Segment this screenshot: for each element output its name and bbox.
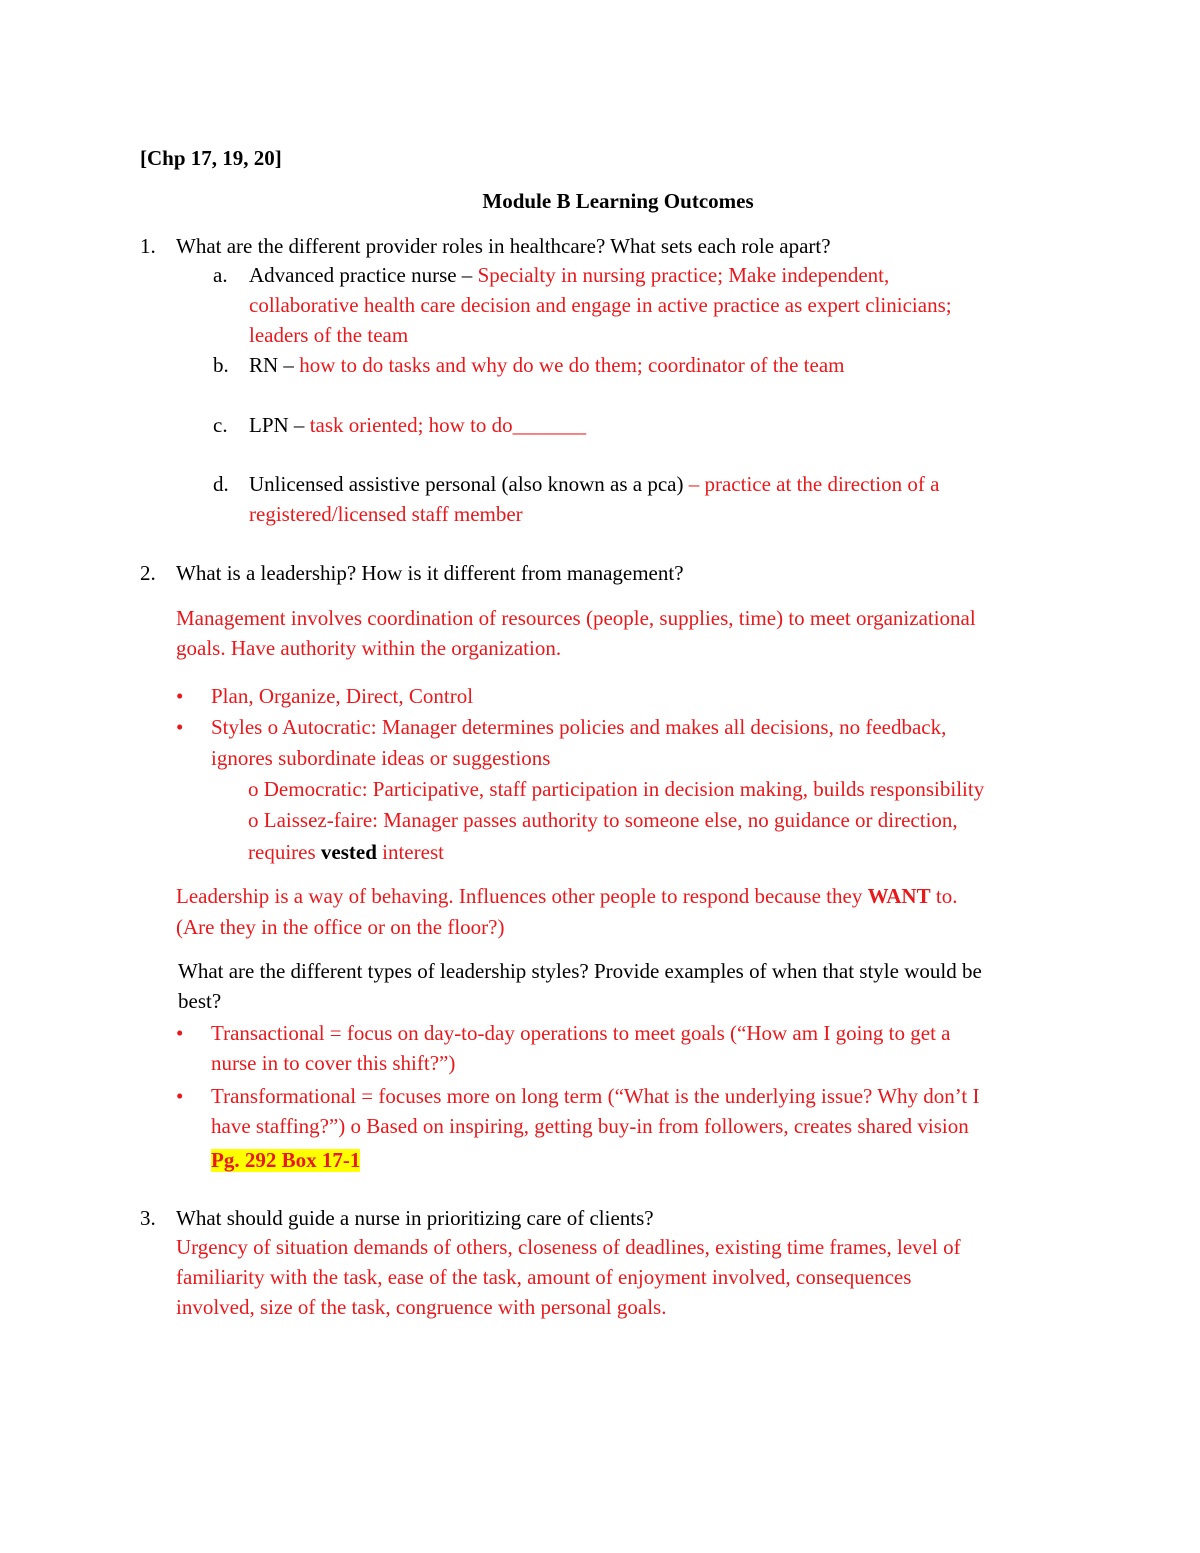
transformational-text: Transformational = focuses more on long term (“What is the underlying issue? Why don’t I [211,1084,980,1108]
bullet-text: o Laissez-faire: Manager passes authority to someone else, no guidance or direction, [248,808,958,832]
role-description: Specialty in nursing practice; Make independent, [477,263,890,287]
item-letter: a. [213,263,228,287]
chapter-reference: [Chp 17, 19, 20] [140,146,282,170]
prioritizing-answer: involved, size of the task, congruence with personal goals. [176,1295,667,1319]
role-name: RN – [249,353,300,377]
transactional-text: nurse in to cover this shift?”) [211,1051,456,1075]
bullet-text: ignores subordinate ideas or suggestions [211,746,551,770]
role-line [249,474,939,495]
question-number: 1. [140,234,156,258]
bullet: • [176,1084,184,1108]
styles-question: best? [178,989,222,1013]
page-reference-highlight: Pg. 292 Box 17-1 [211,1148,361,1172]
emphasis-vested: vested [320,840,377,864]
role-description: leaders of the team [249,323,409,347]
bullet: • [176,684,184,708]
management-answer: Management involves coordination of resources (people, supplies, time) to meet organizational [176,606,976,630]
bullet: • [176,1021,184,1045]
question-text: What should guide a nurse in prioritizing care of clients? [176,1206,654,1230]
prioritizing-answer: familiarity with the task, ease of the task, amount of enjoyment involved, consequences [176,1265,912,1289]
bullet: • [176,715,184,739]
role-description: registered/licensed staff member [249,502,523,526]
item-letter: d. [213,472,229,496]
bullet-text: Styles o Autocratic: Manager determines policies and makes all decisions, no feedback, [211,715,947,739]
item-letter: b. [213,353,229,377]
page-title: Module B Learning Outcomes [482,189,754,213]
styles-question: What are the different types of leadership styles? Provide examples of when that style would be [178,959,982,983]
role-description: task oriented; how to do_______ [309,413,587,437]
role-description: how to do tasks and why do we do them; coordinator of the team [299,353,845,377]
bullet-text: Plan, Organize, Direct, Control [211,684,474,708]
question-number: 2. [140,561,156,585]
role-name: Advanced practice nurse – [249,263,478,287]
question-text: What is a leadership? How is it different from management? [176,561,684,585]
question-text: What are the different provider roles in healthcare? What sets each role apart? [176,234,831,258]
item-letter: c. [213,413,228,437]
leadership-answer: Leadership is a way of behaving. Influences other people to respond because they WANT to. [176,884,958,908]
role-line [249,265,889,286]
question-number: 3. [140,1206,156,1230]
role-name: LPN – [249,413,310,437]
bullet-text: requires vested interest [248,840,444,864]
transactional-text: Transactional = focus on day-to-day operations to meet goals (“How am I going to get a [211,1021,951,1045]
role-line [249,355,845,376]
role-name: Unlicensed assistive personal (also known as a pca) [249,472,689,496]
role-line [249,415,586,436]
role-description: – practice at the direction of a [688,472,940,496]
emphasis-want: WANT [867,884,931,908]
management-answer: goals. Have authority within the organization. [176,636,562,660]
prioritizing-answer: Urgency of situation demands of others, closeness of deadlines, existing time frames, level of [176,1235,961,1259]
leadership-answer: (Are they in the office or on the floor?) [176,915,505,939]
role-description: collaborative health care decision and engage in active practice as expert clinicians; [249,293,952,317]
transformational-text: have staffing?”) o Based on inspiring, getting buy-in from followers, creates shared vision [211,1114,969,1138]
bullet-text: o Democratic: Participative, staff participation in decision making, builds responsibility [248,777,985,801]
